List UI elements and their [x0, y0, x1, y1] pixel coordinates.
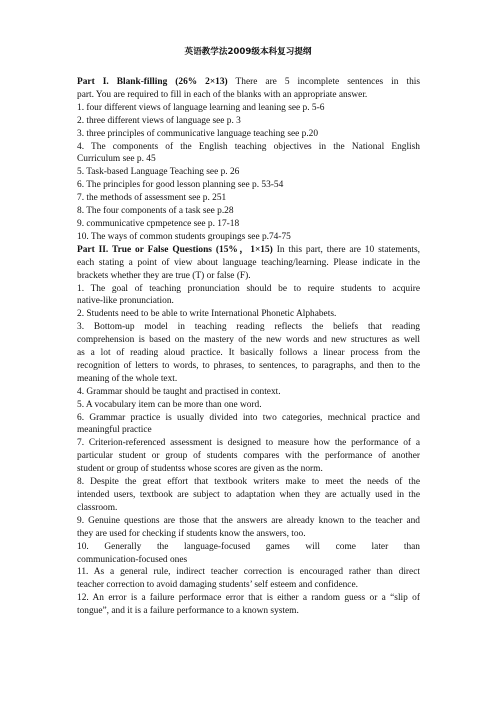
part2-line: 2. Students need to be able to write International Phonetic Alphabets.: [77, 309, 337, 320]
part1-item: 7. the methods of assessment see p. 251: [77, 193, 227, 204]
part2-line: recognition of letters to words, to phrases, to sentences, to paragraphs, and then to the: [77, 360, 420, 371]
part1-heading-line: [77, 76, 420, 89]
part1-item: 5. Task-based Language Teaching see p. 26: [77, 167, 240, 178]
part1-item: 4. The components of the English teaching objectives in the National English: [77, 141, 420, 152]
part1-instruction-cont: part. You are required to fill in each of the blanks with an appropriate answer.: [77, 89, 368, 100]
part2-line: 4. Grammar should be taught and practised in context.: [77, 386, 281, 397]
part1-item: 2. three different views of language see p. 3: [77, 115, 241, 126]
part2-line: 6. Grammar practice is usually divided into two categories, mechnical practice and: [77, 412, 420, 423]
part2-line: 5. A vocabulary item can be more than one word.: [77, 399, 262, 410]
part1-heading: Part I. Blank-filling (26% 2×13): [77, 77, 228, 87]
document-body: [77, 76, 420, 618]
part1-item: 1. four different views of language learning and leaning see p. 5-6: [77, 102, 325, 113]
part2-line: tongue”, and it is a failure performance to a known system.: [77, 606, 299, 617]
part2-line: communication-focused ones: [77, 554, 188, 565]
part1-item: 10. The ways of common students groupings see p.74-75: [77, 231, 291, 242]
part1-item: 3. three principles of communicative language teaching see p.20: [77, 128, 319, 139]
part1-instruction: There are 5 incomplete sentences in this: [227, 77, 421, 87]
part2-line: brackets whether they are true (T) or false (F).: [77, 270, 251, 281]
part2-heading-line: [77, 244, 420, 257]
part2-line: they are used for checking if students know the answers, too.: [77, 528, 306, 539]
part2-line: student or group of studentss whose scores are given as the norm.: [77, 464, 323, 475]
part2-line: 9. Genuine questions are those that the answers are already known to the teacher and: [77, 515, 420, 526]
part2-line: 7. Criterion-referenced assessment is designed to measure how the performance of a: [77, 438, 420, 449]
part2-line: as a lot of reading aloud practice. It basically follows a linear process from the: [77, 348, 420, 359]
part1-item: 8. The four components of a task see p.28: [77, 206, 234, 217]
part1-item: Curriculum see p. 45: [77, 154, 156, 165]
part2-line: particular student or group of students compares with the performance of another: [77, 451, 420, 462]
part1-item: 9. communicative cpmpetence see p. 17-18: [77, 218, 240, 229]
part2-line: 10. Generally the language-focused games will come later than: [77, 541, 420, 552]
part2-line: intended users, textbook are subject to adaptation when they are actually used in the: [77, 490, 420, 500]
part2-line: 11. As a general rule, indirect teacher correction is encouraged rather than direct: [77, 567, 420, 578]
part2-line: meaning of the whole text.: [77, 373, 178, 384]
part2-line: 3. Bottom-up model in teaching reading reflects the beliefs that reading: [77, 322, 420, 333]
part2-line: meaningful practice: [77, 425, 152, 436]
part2-line: 1. The goal of teaching pronunciation should be to require students to acquire: [77, 283, 420, 294]
part2-line: 8. Despite the great effort that textbook writers make to meet the needs of the: [77, 477, 420, 488]
part2-line: teacher correction to avoid damaging students’ self esteem and confidence.: [77, 580, 358, 591]
part2-line: each stating a point of view about language teaching/learning. Please indicate in the: [77, 257, 420, 268]
part2-line: classroom.: [77, 502, 118, 513]
part2-instruction: In this part, there are 10 statements,: [272, 244, 420, 255]
part2-line: comprehension is based on the mastery of the new words and new structures as well: [77, 335, 420, 346]
part2-heading: Part II. True or False Questions (15%，1×15): [77, 244, 273, 255]
part1-item: 6. The principles for good lesson planning see p. 53-54: [77, 180, 284, 191]
part2-line: native-like pronunciation.: [77, 296, 174, 307]
part2-line: 12. An error is a failure performace error that is either a random guess or a “slip of: [77, 593, 420, 604]
page-title: 英语教学法2009级本科复习提纲: [184, 47, 312, 57]
